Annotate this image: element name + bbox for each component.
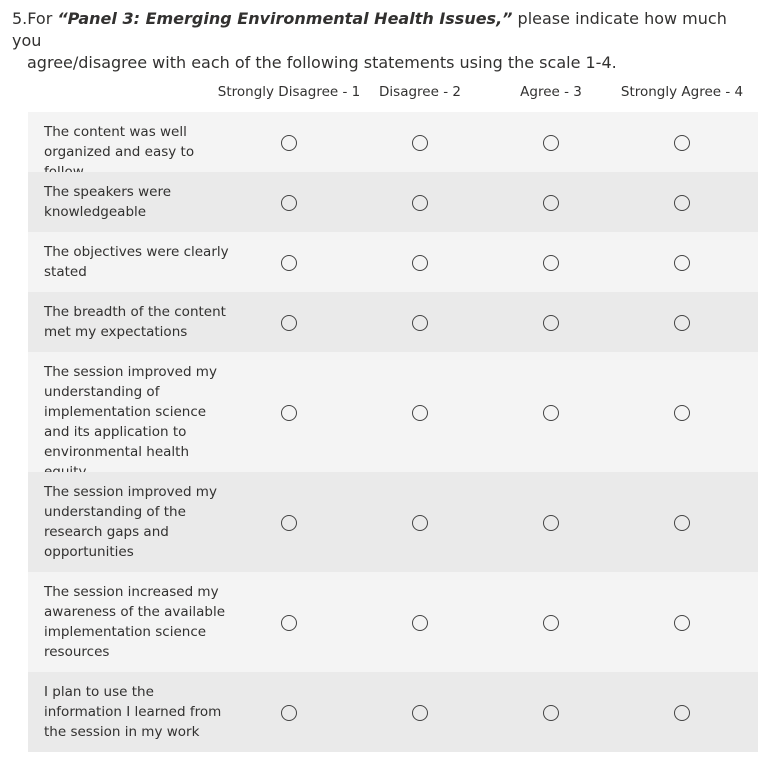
scale-label-strongly-agree: Strongly Agree - 4 xyxy=(620,84,744,100)
radio-agree[interactable] xyxy=(543,405,559,421)
scale-label-disagree: Disagree - 2 xyxy=(379,84,461,100)
radio-strongly-disagree[interactable] xyxy=(281,515,297,531)
scale-label-strongly-disagree: Strongly Disagree - 1 xyxy=(217,84,361,100)
statement-label: The session improved my understanding of the research gaps and opportunities xyxy=(44,484,217,560)
radio-agree[interactable] xyxy=(543,615,559,631)
scale-label-agree: Agree - 3 xyxy=(520,84,582,100)
radio-agree[interactable] xyxy=(543,705,559,721)
question-text xyxy=(12,8,752,74)
radio-agree[interactable] xyxy=(543,195,559,211)
radio-strongly-disagree[interactable] xyxy=(281,705,297,721)
statement-label: The speakers were knowledgeable xyxy=(44,184,172,220)
radio-agree[interactable] xyxy=(543,315,559,331)
radio-disagree[interactable] xyxy=(412,405,428,421)
radio-strongly-agree[interactable] xyxy=(674,135,690,151)
question-title: “Panel 3: Emerging Environmental Health Issues,” xyxy=(57,9,513,28)
statement-label: The breadth of the content met my expectations xyxy=(44,304,226,340)
radio-disagree[interactable] xyxy=(412,135,428,151)
radio-disagree[interactable] xyxy=(412,615,428,631)
question-line-2: agree/disagree with each of the following statements using the scale 1-4. xyxy=(27,53,617,72)
radio-strongly-agree[interactable] xyxy=(674,405,690,421)
radio-strongly-disagree[interactable] xyxy=(281,615,297,631)
radio-strongly-disagree[interactable] xyxy=(281,195,297,211)
radio-agree[interactable] xyxy=(543,255,559,271)
statement-row xyxy=(28,672,758,752)
radio-strongly-disagree[interactable] xyxy=(281,255,297,271)
radio-strongly-agree[interactable] xyxy=(674,515,690,531)
statement-row xyxy=(28,112,758,172)
statement-label: The session improved my understanding of implementation science and its application to environmental health xyxy=(44,364,217,460)
statement-row xyxy=(28,232,758,292)
scale-header xyxy=(0,84,777,104)
radio-disagree[interactable] xyxy=(412,315,428,331)
statement-row xyxy=(28,292,758,352)
radio-strongly-agree[interactable] xyxy=(674,195,690,211)
radio-agree[interactable] xyxy=(543,515,559,531)
radio-agree[interactable] xyxy=(543,135,559,151)
radio-strongly-disagree[interactable] xyxy=(281,135,297,151)
radio-strongly-agree[interactable] xyxy=(674,315,690,331)
statement-row xyxy=(28,572,758,672)
statement-label: I plan to use the information I learned from the session in my work xyxy=(44,684,222,740)
statement-label: The content was well organized and easy to xyxy=(44,124,195,160)
radio-disagree[interactable] xyxy=(412,195,428,211)
radio-strongly-agree[interactable] xyxy=(674,255,690,271)
question-prefix: For xyxy=(27,9,58,28)
radio-strongly-disagree[interactable] xyxy=(281,405,297,421)
radio-disagree[interactable] xyxy=(412,515,428,531)
likert-grid xyxy=(28,112,758,752)
statement-label: The session increased my awareness of the available implementation science resources xyxy=(44,584,226,660)
statement-label: The objectives were clearly stated xyxy=(44,244,229,280)
question-suffix: please indicate how much you xyxy=(12,9,727,50)
question-number: 5. xyxy=(12,9,28,28)
radio-strongly-disagree[interactable] xyxy=(281,315,297,331)
radio-strongly-agree[interactable] xyxy=(674,615,690,631)
radio-disagree[interactable] xyxy=(412,705,428,721)
statement-row xyxy=(28,172,758,232)
radio-disagree[interactable] xyxy=(412,255,428,271)
statement-row xyxy=(28,472,758,572)
statement-row xyxy=(28,352,758,472)
radio-strongly-agree[interactable] xyxy=(674,705,690,721)
